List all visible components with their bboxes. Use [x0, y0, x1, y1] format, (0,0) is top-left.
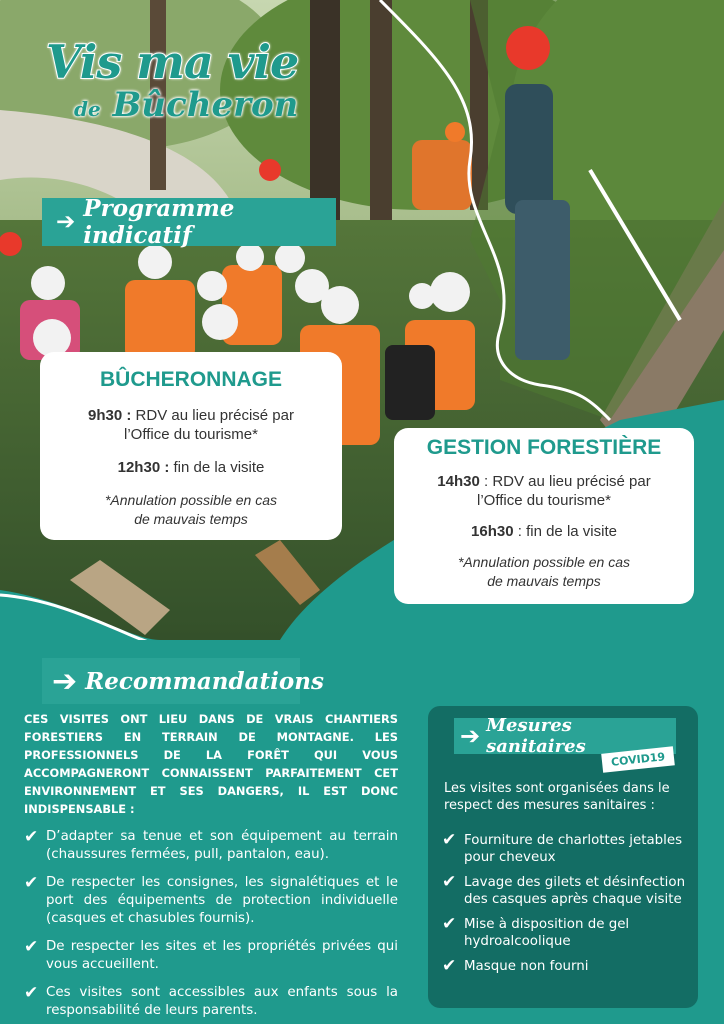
- bucheronnage-end-time: 12h30 :: [117, 459, 170, 476]
- mesure-text: Fourniture de charlottes jetables pour cheveux: [464, 833, 683, 865]
- mesures-intro: Les visites sont organisées dans le respect des mesures sanitaires :: [444, 781, 670, 813]
- bucheronnage-note-line2: de mauvais temps: [134, 511, 248, 527]
- title-line2: [74, 86, 306, 128]
- recommandations-intro: CES VISITES ONT LIEU DANS DE VRAIS CHANTIERS FORESTIERS EN TERRAIN DE MONTAGNE. LES PROFESSIONNELS DE LA FORÊT QUI VOUS ACCOMPAGNERONT CONNAISSENT PARFAITEMENT CET ENVIRONNEMENT ET SES DANGERS, IL EST DONC INDISPENSABLE :: [24, 712, 398, 816]
- gestion-end: [394, 522, 694, 541]
- gestion-note-line1: *Annulation possible en cas: [457, 554, 630, 570]
- gestion-end-time: 16h30: [471, 523, 514, 540]
- recommandation-text: D’adapter sa tenue et son équipement au terrain (chaussures fermées, pull, pantalon, eau).: [46, 829, 398, 862]
- checkmark-icon: ✔: [24, 827, 39, 847]
- bucheronnage-note-line1: *Annulation possible en cas: [104, 492, 277, 508]
- bucheronnage-start-time: 9h30 :: [88, 407, 132, 424]
- mesure-text: Mise à disposition de gel hydroalcoolique: [464, 917, 630, 949]
- checkmark-icon: ✔: [442, 956, 457, 976]
- gestion-card: [394, 428, 694, 604]
- covid-badge: COVID19: [601, 746, 675, 772]
- bucheronnage-card: [40, 352, 342, 540]
- recommandation-text: Ces visites sont accessibles aux enfants sous la responsabilité de leurs parents.: [46, 985, 398, 1018]
- gestion-end-text: : fin de la visite: [513, 523, 617, 540]
- mesures-banner-label: Mesures sanitaires: [486, 715, 586, 757]
- gestion-note-line2: de mauvais temps: [487, 573, 601, 589]
- title-line1: Vis ma vie: [46, 35, 299, 89]
- checkmark-icon: ✔: [24, 937, 39, 957]
- mesures-list: [442, 824, 690, 975]
- mesure-text: Lavage des gilets et désinfection des casques après chaque visite: [464, 875, 686, 907]
- bucheronnage-start-text: RDV au lieu précisé par: [131, 407, 294, 424]
- list-item: [24, 938, 398, 974]
- list-item: [442, 958, 690, 975]
- arrow-right-icon: ➔: [56, 209, 76, 235]
- gestion-start-time: 14h30: [437, 473, 480, 490]
- title-line2-prefix: de: [74, 97, 101, 121]
- flyer-title: [46, 35, 306, 128]
- recommandation-text: De respecter les consignes, les signalétiques et le port des équipements de protection individuelle (casques et chasubles fournis).: [46, 875, 398, 926]
- checkmark-icon: ✔: [24, 983, 39, 1003]
- bucheronnage-end-text: fin de la visite: [169, 459, 265, 476]
- gestion-start: [394, 472, 694, 491]
- programme-banner: [42, 195, 336, 249]
- checkmark-icon: ✔: [442, 914, 457, 934]
- bucheronnage-heading: BÛCHERONNAGE: [99, 368, 282, 391]
- recommandations-banner: [42, 658, 324, 704]
- checkmark-icon: ✔: [442, 830, 457, 850]
- bucheronnage-start: [40, 406, 342, 425]
- bucheronnage-start-text2: l’Office du tourisme*: [124, 426, 258, 443]
- checkmark-icon: ✔: [24, 873, 39, 893]
- arrow-right-icon: ➔: [52, 663, 78, 699]
- list-item: [442, 916, 690, 950]
- arrow-right-icon: ➔: [460, 722, 481, 750]
- list-item: [24, 984, 398, 1020]
- list-item: [24, 828, 398, 864]
- list-item: [442, 832, 690, 866]
- gestion-start-text: : RDV au lieu précisé par: [479, 473, 651, 490]
- gestion-start-text2: l’Office du tourisme*: [477, 492, 611, 509]
- recommandations-banner-label: Recommandations: [85, 667, 324, 695]
- list-item: [24, 874, 398, 928]
- mesure-text: Masque non fourni: [464, 959, 589, 974]
- recommandation-text: De respecter les sites et les propriétés privées qui vous accueillent.: [46, 939, 398, 972]
- programme-banner-label: Programme indicatif: [83, 195, 235, 249]
- mesures-sanitaires-box: [428, 706, 698, 1008]
- bucheronnage-end: [40, 458, 342, 477]
- list-item: [442, 874, 690, 908]
- checkmark-icon: ✔: [442, 872, 457, 892]
- gestion-heading: GESTION FORESTIÈRE: [426, 436, 662, 459]
- title-line2-main: Bûcheron: [112, 85, 299, 125]
- recommandations-body: [24, 710, 398, 1020]
